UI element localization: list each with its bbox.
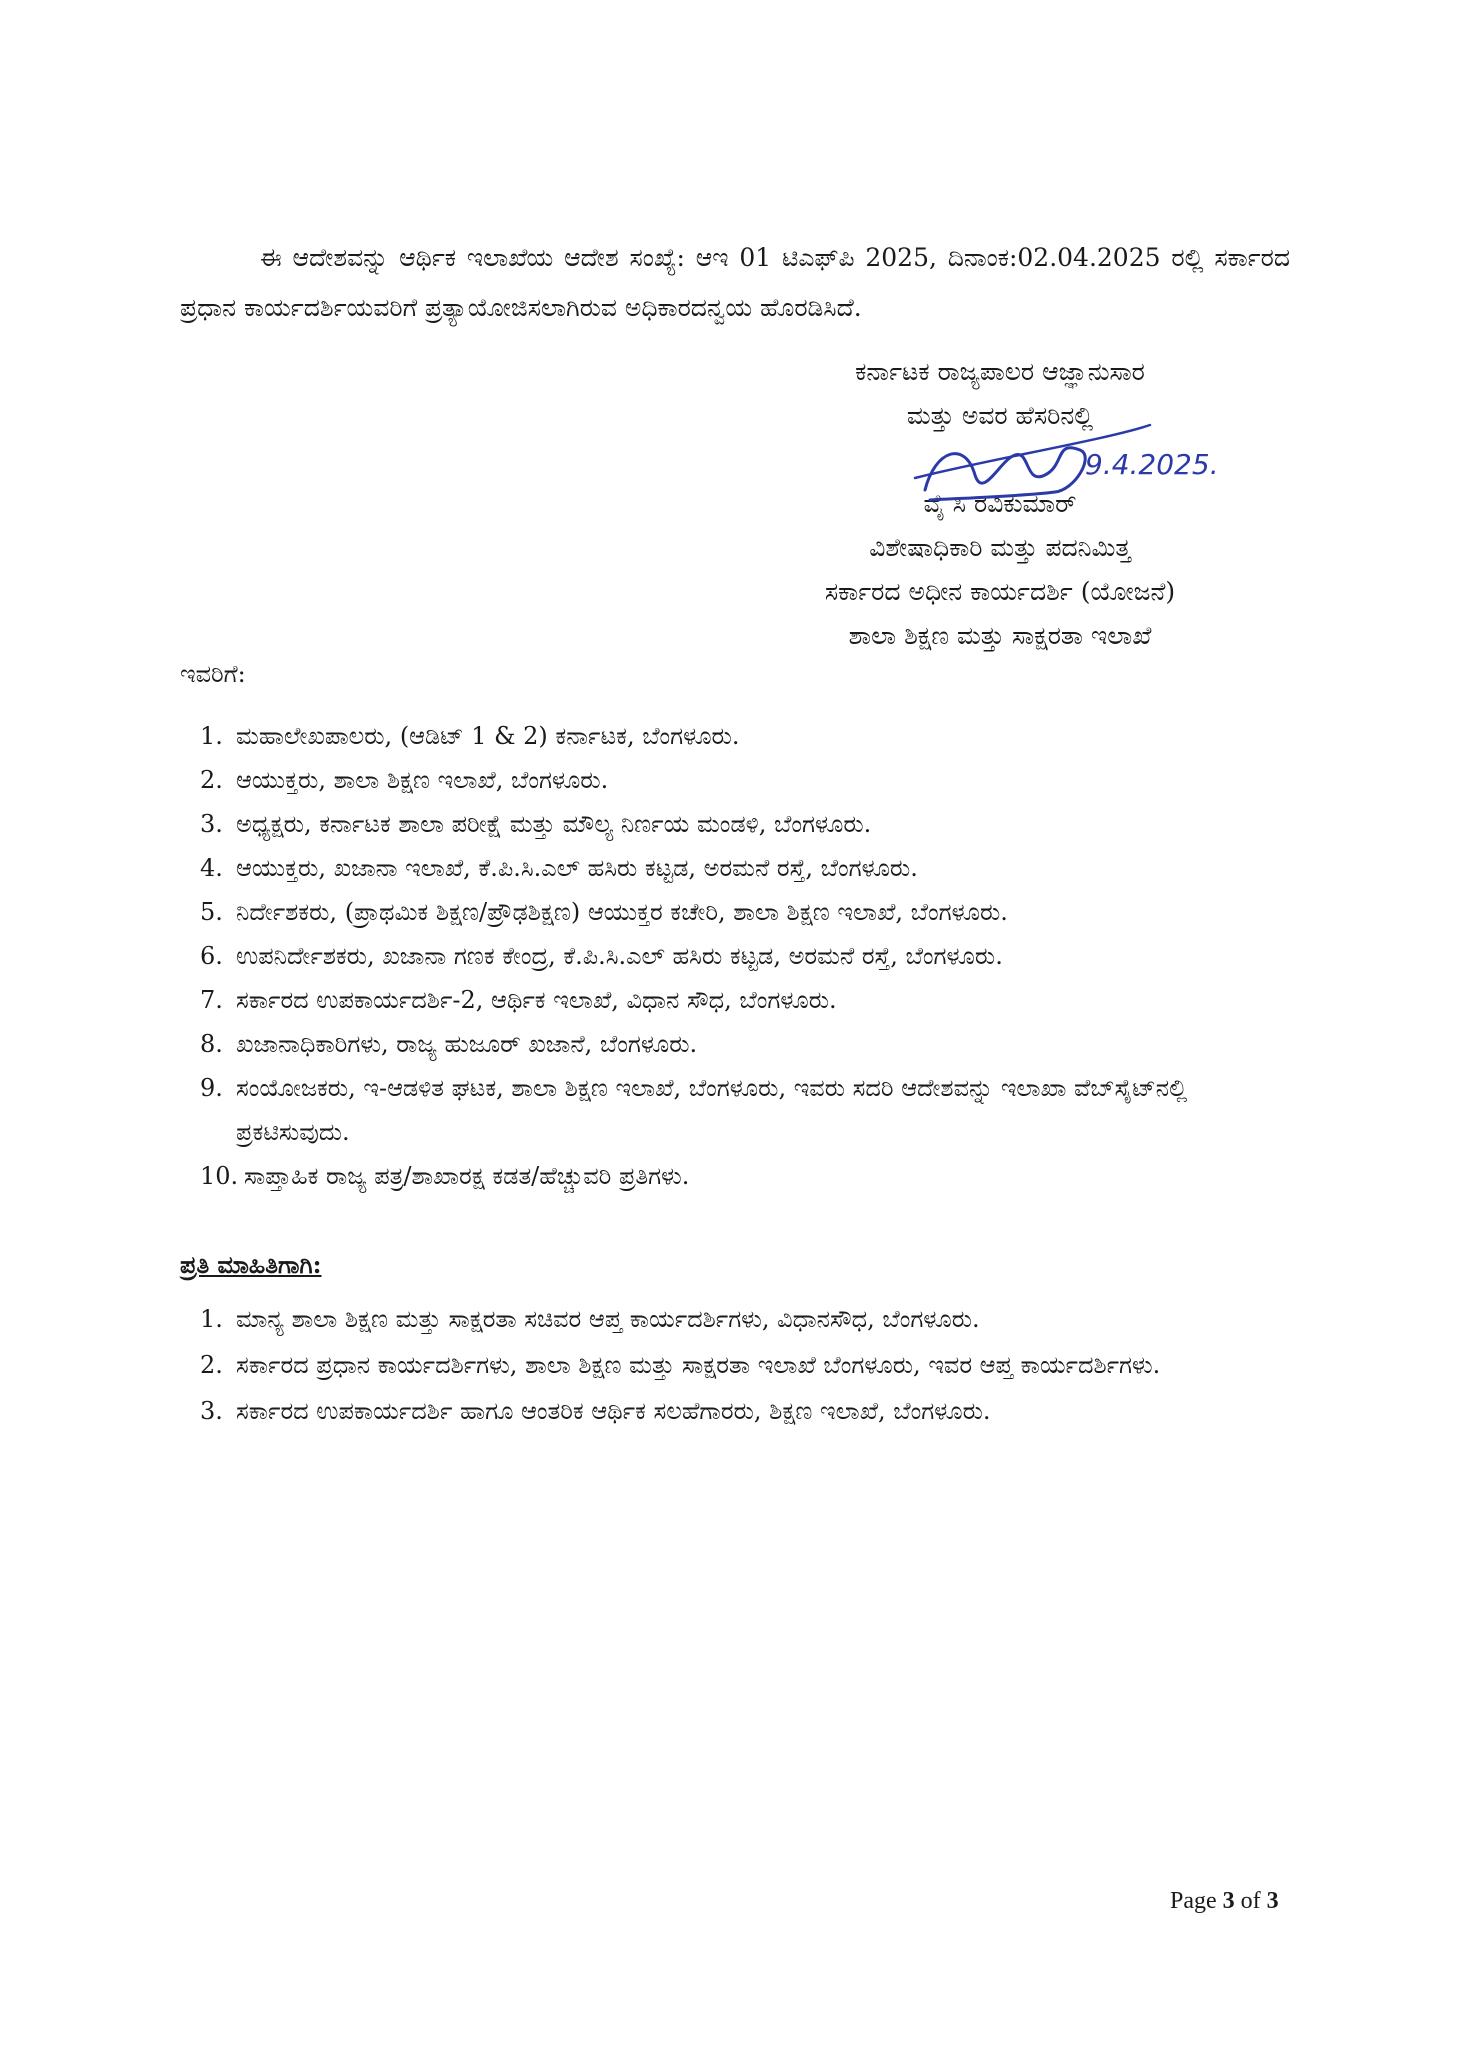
list-item: 4. ಆಯುಕ್ತರು, ಖಜಾನಾ ಇಲಾಖೆ, ಕೆ.ಪಿ.ಸಿ.ಎಲ್ ಹಸಿರು ಕಟ್ಟಡ, ಅರಮನೆ ರಸ್ತೆ, ಬೆಂಗಳೂರು. xyxy=(200,854,918,882)
list-item: 3. ಅಧ್ಯಕ್ಷರು, ಕರ್ನಾಟಕ ಶಾಲಾ ಪರೀಕ್ಷೆ ಮತ್ತು ಮೌಲ್ಯ ನಿರ್ಣಯ ಮಂಡಳಿ, ಬೆಂಗಳೂರು. xyxy=(200,810,872,838)
list-item: 1. ಮಾನ್ಯ ಶಾಲಾ ಶಿಕ್ಷಣ ಮತ್ತು ಸಾಕ್ಷರತಾ ಸಚಿವರ ಆಪ್ತ ಕಾರ್ಯದರ್ಶಿಗಳು, ವಿಧಾನಸೌಧ, ಬೆಂಗಳೂರು. xyxy=(200,1305,980,1333)
list-item: 2. ಆಯುಕ್ತರು, ಶಾಲಾ ಶಿಕ್ಷಣ ಇಲಾಖೆ, ಬೆಂಗಳೂರು. xyxy=(200,766,609,794)
list-item: 6. ಉಪನಿರ್ದೇಶಕರು, ಖಜಾನಾ ಗಣಕ ಕೇಂದ್ರ, ಕೆ.ಪಿ.ಸಿ.ಎಲ್ ಹಸಿರು ಕಟ್ಟಡ, ಅರಮನೆ ರಸ್ತೆ, ಬೆಂಗಳೂರು. xyxy=(200,942,1003,970)
signatory-title-3: ಶಾಲಾ ಶಿಕ್ಷಣ ಮತ್ತು ಸಾಕ್ಷರತಾ ಇಲಾಖೆ xyxy=(848,621,1152,650)
signature-authority-line: ಕರ್ನಾಟಕ ರಾಜ್ಯಪಾಲರ ಆಜ್ಞಾನುಸಾರ xyxy=(855,357,1145,386)
list-item: 2. ಸರ್ಕಾರದ ಪ್ರಧಾನ ಕಾರ್ಯದರ್ಶಿಗಳು, ಶಾಲಾ ಶಿಕ್ಷಣ ಮತ್ತು ಸಾಕ್ಷರತಾ ಇಲಾಖೆ ಬೆಂಗಳೂರು, ಇವರ ಆಪ್ತ ಕಾರ್ಯದರ್ಶಿಗಳು. xyxy=(200,1351,1161,1379)
list-item: 9. ಸಂಯೋಜಕರು, ಇ-ಆಡಳಿತ ಘಟಕ, ಶಾಲಾ ಶಿಕ್ಷಣ ಇಲಾಖೆ, ಬೆಂಗಳೂರು, ಇವರು ಸದರಿ ಆದೇಶವನ್ನು ಇಲಾಖಾ ವೆಬ್‌ಸೈಟ್‌ನಲ್ಲಿ ಪ್ರಕಟಿಸುವುದು. xyxy=(200,1074,1188,1146)
signatory-title-2: ಸರ್ಕಾರದ ಅಧೀನ ಕಾರ್ಯದರ್ಶಿ (ಯೋಜನೆ) xyxy=(824,577,1176,606)
list-item: 10. ಸಾಪ್ತಾಹಿಕ ರಾಜ್ಯ ಪತ್ರ/ಶಾಖಾರಕ್ಷ ಕಡತ/ಹೆಚ್ಚುವರಿ ಪ್ರತಿಗಳು. xyxy=(200,1162,690,1190)
recipient-list xyxy=(200,714,1300,1198)
signature-date: 9.4.2025. xyxy=(1085,448,1219,481)
signatory-title-1: ವಿಶೇಷಾಧಿಕಾರಿ ಮತ್ತು ಪದನಿಮಿತ್ತ xyxy=(869,533,1131,562)
intro-paragraph: ಈ ಆದೇಶವನ್ನು ಆರ್ಥಿಕ ಇಲಾಖೆಯ ಆದೇಶ ಸಂಖ್ಯೆ: ಆಇ 01 ಟಿಎಫ್‌ಪಿ 2025, ದಿನಾಂಕ:02.04.2025 ರಲ್ಲಿ ಸರ್ಕಾರದ ಪ್ರಧಾನ ಕಾರ್ಯದರ್ಶಿಯವರಿಗೆ ಪ್ರತ್ಯಾಯೋಜಿಸಲಾಗಿರುವ ಅಧಿಕಾರದನ್ವಯ ಹೊರಡಿಸಿದೆ. xyxy=(180,243,1290,322)
copy-info-heading: ಪ್ರತಿ ಮಾಹಿತಿಗಾಗಿ: xyxy=(180,1250,322,1279)
list-item: 8. ಖಜಾನಾಧಿಕಾರಿಗಳು, ರಾಜ್ಯ ಹುಜೂರ್ ಖಜಾನೆ, ಬೆಂಗಳೂರು. xyxy=(200,1030,698,1058)
list-item: 5. ನಿರ್ದೇಶಕರು, (ಪ್ರಾಥಮಿಕ ಶಿಕ್ಷಣ/ಪ್ರೌಢಶಿಕ್ಷಣ) ಆಯುಕ್ತರ ಕಚೇರಿ, ಶಾಲಾ ಶಿಕ್ಷಣ ಇಲಾಖೆ, ಬೆಂಗಳೂರು. xyxy=(200,898,1008,926)
copy-info-list xyxy=(200,1296,1300,1434)
signatory-name: ವೈ ಸಿ ರವಿಕುಮಾರ್ xyxy=(923,489,1077,518)
list-item: 3. ಸರ್ಕಾರದ ಉಪಕಾರ್ಯದರ್ಶಿ ಹಾಗೂ ಆಂತರಿಕ ಆರ್ಥಿಕ ಸಲಹೆಗಾರರು, ಶಿಕ್ಷಣ ಇಲಾಖೆ, ಬೆಂಗಳೂರು. xyxy=(200,1397,991,1425)
recipients-heading: ಇವರಿಗೆ: xyxy=(180,660,246,688)
signature-behalf-line: ಮತ್ತು ಅವರ ಹೆಸರಿನಲ್ಲಿ xyxy=(906,401,1094,430)
list-item: 7. ಸರ್ಕಾರದ ಉಪಕಾರ್ಯದರ್ಶಿ-2, ಆರ್ಥಿಕ ಇಲಾಖೆ, ವಿಧಾನ ಸೌಧ, ಬೆಂಗಳೂರು. xyxy=(200,986,837,1014)
list-item: 1. ಮಹಾಲೇಖಪಾಲರು, (ಆಡಿಟ್ 1 & 2) ಕರ್ನಾಟಕ, ಬೆಂಗಳೂರು. xyxy=(200,722,740,750)
page-number: Page 3 of 3 xyxy=(1170,1888,1279,1914)
